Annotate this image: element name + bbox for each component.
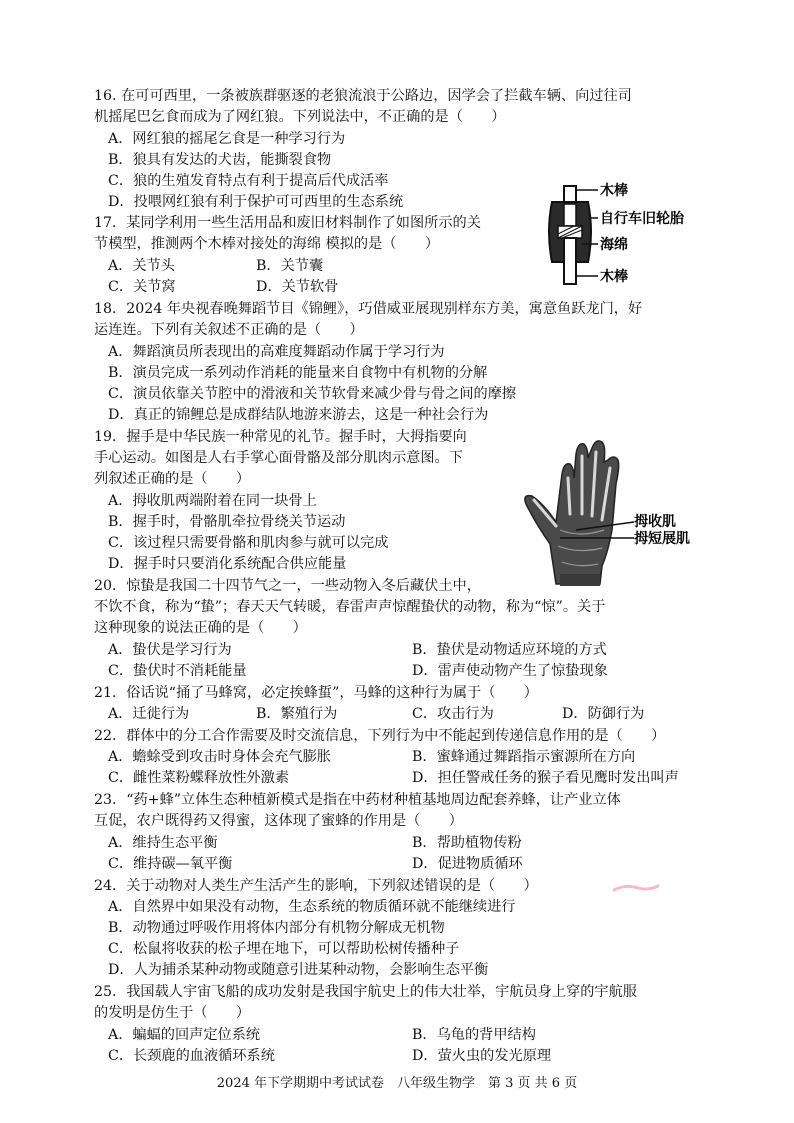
q23-option-a: A．维持生态平衡 [108,835,218,851]
q20-option-b: B．蛰伏是动物适应环境的方式 [412,642,607,658]
bottom-stick-shape [564,238,576,284]
q16-option-b: B．狼具有发达的犬齿，能撕裂食物 [108,152,332,168]
joint-model-drawing [549,186,598,284]
q25-option-d: D．萤火虫的发光原理 [412,1048,552,1064]
q23-stem-line2: 互促，农户既得药又得蜜，这体现了蜜蜂的作用是（ ） [94,813,463,829]
q20-stem-line1: 20．惊蛰是我国二十四节气之一，一些动物入冬后藏伏土中， [94,578,481,594]
q19-stem-line2: 手心运动。如图是人右手掌心面骨骼及部分肌肉示意图。下 [94,450,463,466]
q20-option-d: D．雷声使动物产生了惊蛰现象 [412,663,608,679]
q21-option-c: C．攻击行为 [412,706,494,722]
q18-stem-line1: 18．2024 年央视春晚舞蹈节目《锦鲤》，巧借威亚展现别样东方美，寓意鱼跃龙门，好 [94,301,643,317]
q18-option-b: B．演员完成一系列动作消耗的能量来自食物中有机物的分解 [108,365,488,381]
q24-option-c: C．松鼠将收获的松子埋在地下，可以帮助松树传播种子 [108,941,460,957]
q25-stem-line1: 25．我国载人宇宙飞船的成功发射是我国宇航史上的伟大壮举，宇航员身上穿的宇航服 [94,984,637,1000]
label-tire: 自行车旧轮胎 [600,211,684,227]
q17-option-c: C．关节窝 [108,279,176,295]
q17-option-b: B．关节囊 [256,258,324,274]
q25-option-c: C．长颈鹿的血液循环系统 [108,1048,275,1064]
q24-option-b: B．动物通过呼吸作用将体内部分有机物分解成无机物 [108,920,445,936]
q19-option-b: B．握手时，骨骼肌牵拉骨绕关节运动 [108,514,346,530]
q18-stem-line2: 运连连。下列有关叙述不正确的是（ ） [94,322,364,338]
q17-stem-line1: 17．某同学利用一些生活用品和废旧材料制作了如图所示的关 [94,215,481,231]
q23-option-d: D．促进物质循环 [412,856,523,872]
ink-smudge [612,880,660,896]
q16-option-c: C．狼的生殖发育特点有利于提高后代成活率 [108,173,389,189]
q20-option-a: A．蛰伏是学习行为 [108,642,232,658]
q25-option-b: B．乌龟的背甲结构 [412,1027,536,1043]
q21-stem: 21．俗话说“捅了马蜂窝，必定挨蜂蜇”，马蜂的这种行为属于（ ） [94,685,538,701]
q25-stem-line2: 的发明是仿生于（ ） [94,1005,251,1021]
q18-option-d: D．真正的锦鲤总是成群结队地游来游去，这是一种社会行为 [108,407,489,423]
q19-option-c: C．该过程只需要骨骼和肌肉参与就可以完成 [108,535,389,551]
q21-option-b: B．繁殖行为 [256,706,338,722]
label-abductor-pollicis-brevis: 拇短展肌 [634,531,690,547]
hand-skeleton-drawing [525,441,634,586]
q16-stem-line1: 16. 在可可西里，一条被族群驱逐的老狼流浪于公路边，因学会了拦截车辆、向过往司 [94,88,632,104]
q23-option-b: B．帮助植物传粉 [412,835,522,851]
q16-stem-line2: 机摇尾巴乞食而成为了网红狼。下列说法中，不正确的是（ ） [94,109,506,125]
label-adductor-pollicis: 拇收肌 [634,514,676,530]
q18-option-c: C．演员依靠关节腔中的滑液和关节软骨来减少骨与骨之间的摩擦 [108,386,517,402]
q19-stem-line3: 列叙述正确的是（ ） [94,471,251,487]
q23-stem-line1: 23．“药+蜂”立体生态种植新模式是指在中药材种植基地周边配套养蜂，让产业立体 [94,792,621,808]
q23-option-c: C．维持碳—氧平衡 [108,856,233,872]
q19-option-a: A．拇收肌两端附着在同一块骨上 [108,493,317,509]
q22-stem: 22．群体中的分工合作需要及时交流信息，下列行为中不能起到传递信息作用的是（ ） [94,728,666,744]
label-bottom-stick: 木棒 [600,269,628,285]
q21-option-d: D．防御行为 [562,706,645,722]
joint-model-figure [540,180,725,290]
q22-option-a: A．蟾蜍受到攻击时身体会充气膨胀 [108,749,332,765]
q24-stem: 24．关于动物对人类生产生活产生的影响，下列叙述错误的是（ ） [94,878,538,894]
q24-option-a: A．自然界中如果没有动物，生态系统的物质循环就不能继续进行 [108,899,516,915]
q17-option-d: D．关节软骨 [256,279,339,295]
q20-option-c: C．蛰伏时不消耗能量 [108,663,247,679]
q19-option-d: D．握手时只要消化系统配合供应能量 [108,556,347,572]
hand-skeleton-figure [516,434,706,586]
q19-stem-line1: 19．握手是中华民族一种常见的礼节。握手时，大拇指要向 [94,429,467,445]
q22-option-b: B．蜜蜂通过舞蹈指示蜜源所在方向 [412,749,636,765]
q22-option-d: D．担任警戒任务的猴子看见鹰时发出叫声 [412,770,679,786]
q21-option-a: A．迁徙行为 [108,706,190,722]
q16-option-a: A．网红狼的摇尾乞食是一种学习行为 [108,131,346,147]
q17-stem-line2: 节模型，推测两个木棒对接处的海绵 模拟的是（ ） [94,236,440,252]
page-footer: 2024 年下学期期中考试试卷 八年级生物学 第 3 页 共 6 页 [216,1076,578,1091]
q24-option-d: D．人为捕杀某种动物或随意引进某种动物，会影响生态平衡 [108,962,489,978]
q18-option-a: A．舞蹈演员所表现出的高难度舞蹈动作属于学习行为 [108,344,445,360]
q20-stem-line3: 这种现象的说法正确的是（ ） [94,620,307,636]
q17-option-a: A．关节头 [108,258,175,274]
q25-option-a: A．蝙蝠的回声定位系统 [108,1027,261,1043]
label-sponge: 海绵 [600,237,628,253]
q16-option-d: D．投喂网红狼有利于保护可可西里的生态系统 [108,194,404,210]
q22-option-c: C．雌性菜粉蝶释放性外激素 [108,770,290,786]
label-top-stick: 木棒 [600,183,628,199]
q20-stem-line2: 不饮不食，称为“蛰”；春天天气转暖，春雷声声惊醒蛰伏的动物，称为“惊”。关于 [94,599,606,615]
